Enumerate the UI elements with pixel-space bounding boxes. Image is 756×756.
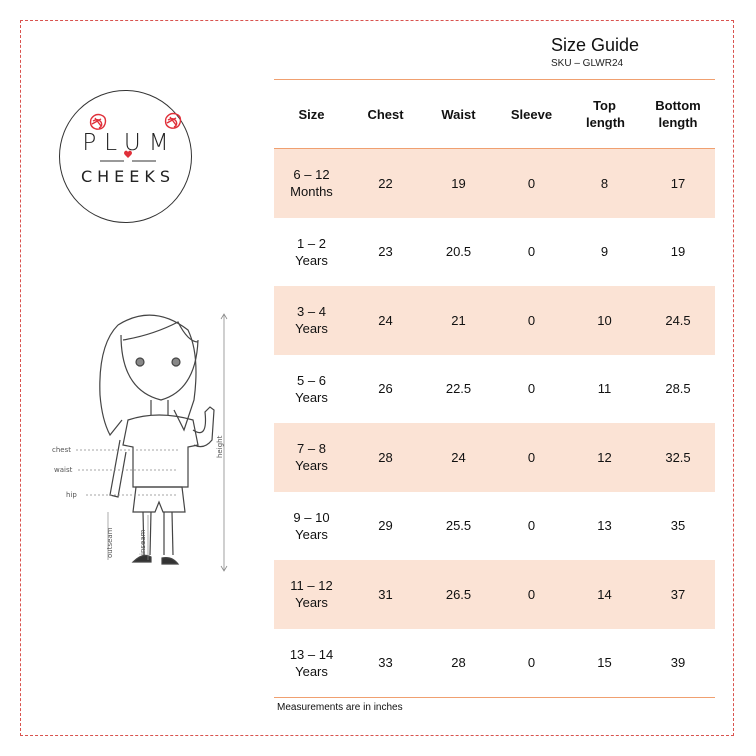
sku-label: SKU – GLWR24 (551, 58, 624, 69)
cell-bottom-length: 32.5 (641, 423, 715, 492)
cell-sleeve: 0 (495, 560, 568, 629)
cell-sleeve: 0 (527, 381, 536, 397)
cell-waist: 22.5 (445, 381, 472, 397)
inseam-label: inseam (139, 529, 147, 555)
cell-chest: 31 (349, 560, 422, 629)
cell-sleeve: 0 (495, 286, 568, 355)
column-header-size: Size (274, 80, 349, 149)
cell-bottom-length: 37 (641, 560, 715, 629)
cell-waist: 25.5 (445, 518, 472, 534)
cell-sleeve: 0 (495, 423, 568, 492)
cell-sleeve: 0 (527, 244, 536, 260)
logo-pompom-icon (60, 91, 193, 224)
outseam-label: outseam (106, 527, 114, 558)
column-header-bottom-length: Bottom length (641, 80, 715, 149)
cell-size: 9 – 10 Years (293, 509, 330, 542)
height-label: height (216, 435, 224, 458)
cell-chest: 28 (349, 423, 422, 492)
measurement-footnote: Measurements are in inches (277, 702, 403, 713)
table-row (274, 423, 715, 492)
cell-bottom-length: 39 (641, 629, 715, 698)
hip-label: hip (66, 491, 77, 499)
table-row (274, 560, 715, 629)
cell-sleeve: 0 (495, 149, 568, 218)
cell-bottom-length: 19 (670, 244, 686, 260)
table-row (274, 492, 715, 561)
cell-waist: 28 (422, 629, 495, 698)
column-header-sleeve: Sleeve (495, 80, 568, 149)
logo-word-plum: PLUM (82, 130, 177, 156)
cell-sleeve: 0 (527, 518, 536, 534)
waist-label: waist (54, 466, 73, 474)
chest-label: chest (52, 446, 71, 454)
cell-bottom-length: 17 (641, 149, 715, 218)
cell-top-length: 12 (568, 423, 641, 492)
cell-size: 11 – 12 Years (274, 560, 349, 629)
cell-size: 5 – 6 Years (295, 372, 328, 405)
cell-sleeve: 0 (495, 629, 568, 698)
cell-chest: 22 (349, 149, 422, 218)
cell-top-length: 15 (568, 629, 641, 698)
table-row (274, 629, 715, 698)
cell-chest: 23 (378, 244, 393, 260)
logo-word-cheeks: CHEEKS (80, 167, 176, 186)
table-row (274, 149, 715, 218)
cell-top-length: 13 (597, 518, 612, 534)
cell-top-length: 14 (568, 560, 641, 629)
cell-chest: 33 (349, 629, 422, 698)
size-guide-table (274, 79, 715, 698)
cell-size: 1 – 2 Years (295, 235, 328, 268)
cell-waist: 21 (422, 286, 495, 355)
cell-waist: 26.5 (422, 560, 495, 629)
measurement-illustration (48, 300, 248, 580)
cell-size: 6 – 12 Months (274, 149, 349, 218)
cell-chest: 26 (378, 381, 393, 397)
column-header-chest: Chest (349, 80, 422, 149)
brand-logo (59, 90, 192, 223)
cell-size: 3 – 4 Years (274, 286, 349, 355)
table-header-row (274, 80, 715, 149)
table-row (274, 286, 715, 355)
cell-waist: 19 (422, 149, 495, 218)
cell-top-length: 9 (600, 244, 609, 260)
cell-bottom-length: 35 (670, 518, 686, 534)
table-row (274, 218, 715, 287)
cell-chest: 29 (378, 518, 393, 534)
cell-size: 7 – 8 Years (274, 423, 349, 492)
column-header-top-length: Top length (568, 80, 641, 149)
cell-top-length: 10 (568, 286, 641, 355)
cell-bottom-length: 24.5 (641, 286, 715, 355)
cell-bottom-length: 28.5 (665, 381, 691, 397)
cell-top-length: 8 (568, 149, 641, 218)
cell-chest: 24 (349, 286, 422, 355)
cell-size: 13 – 14 Years (274, 629, 349, 698)
cell-waist: 24 (422, 423, 495, 492)
cell-waist: 20.5 (445, 244, 472, 260)
column-header-waist: Waist (422, 80, 495, 149)
cell-top-length: 11 (597, 381, 612, 397)
page-title: Size Guide (551, 35, 640, 55)
table-row (274, 355, 715, 424)
